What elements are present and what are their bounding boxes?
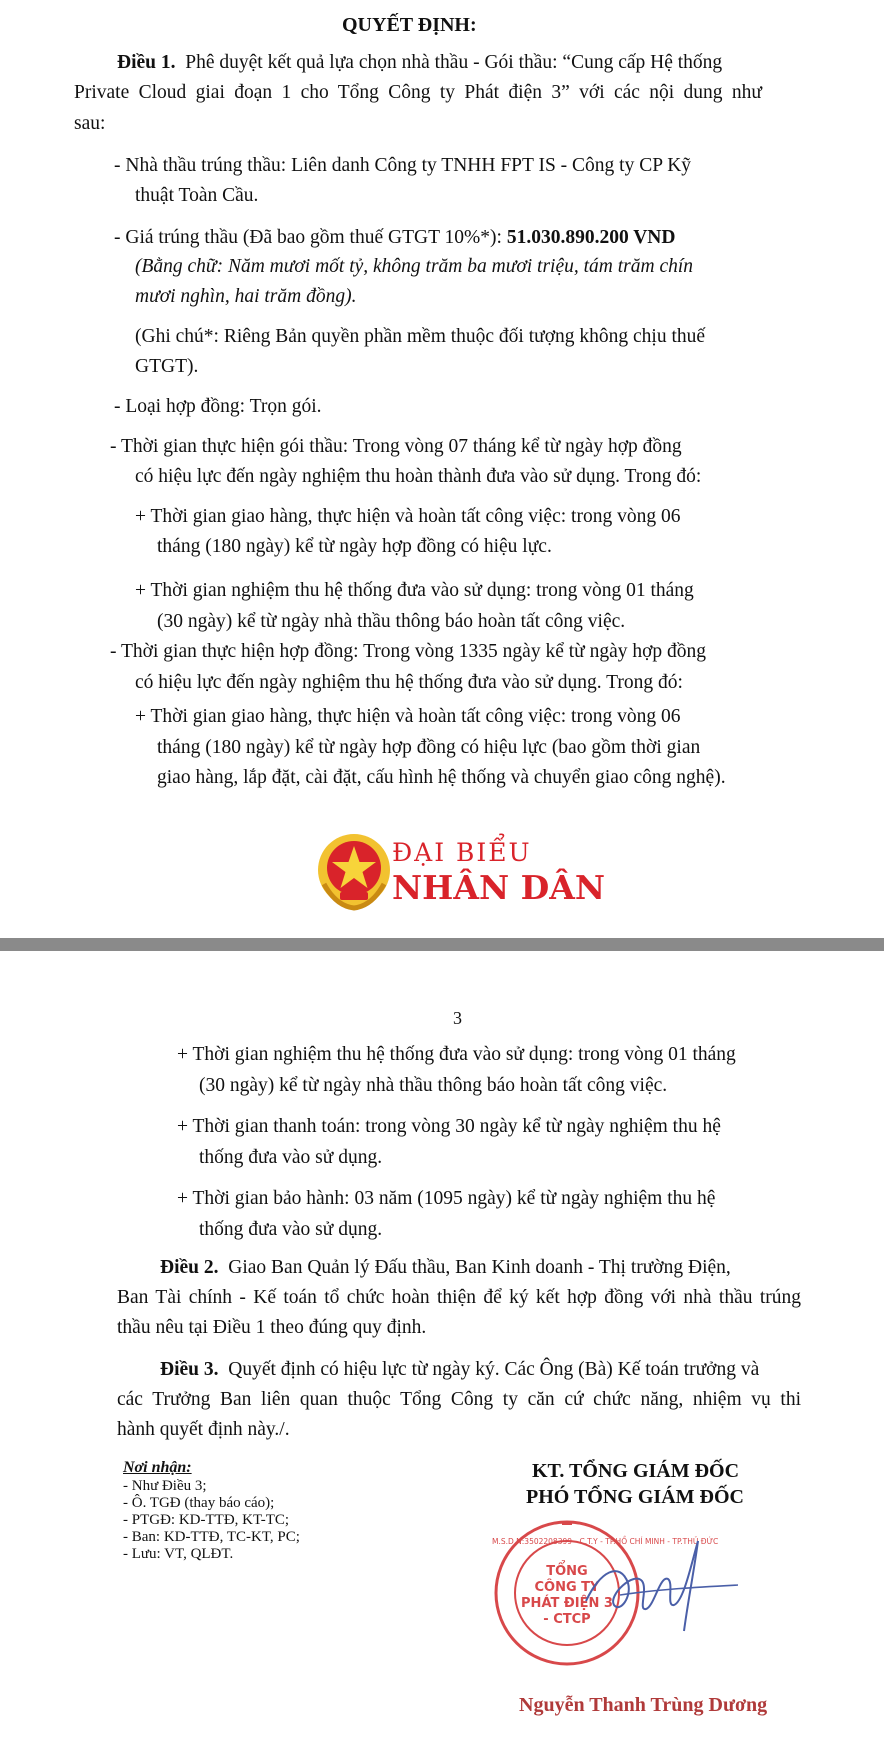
watermark-line-1: ĐẠI BIỂU bbox=[392, 838, 532, 867]
package-time-line-2: có hiệu lực đến ngày nghiệm thu hoàn thành đưa vào sử dụng. Trong đó: bbox=[135, 466, 702, 487]
article-3-line-3: hành quyết định này./. bbox=[117, 1419, 290, 1440]
payment-line-1: + Thời gian thanh toán: trong vòng 30 ngày kể từ ngày nghiệm thu hệ bbox=[177, 1116, 721, 1137]
seal-center-text: TỔNG CÔNG TY PHÁT ĐIỆN 3 - CTCP bbox=[521, 1564, 613, 1627]
signature-title-2: PHÓ TỔNG GIÁM ĐỐC bbox=[526, 1486, 744, 1508]
article-2-line-1: Điều 2. Giao Ban Quản lý Đấu thầu, Ban Kinh doanh - Thị trường Điện, bbox=[160, 1257, 731, 1278]
recipient-item: - Ban: KD-TTĐ, TC-KT, PC; bbox=[123, 1529, 300, 1545]
acceptance-line-1: + Thời gian nghiệm thu hệ thống đưa vào sử dụng: trong vòng 01 tháng bbox=[177, 1044, 736, 1065]
newspaper-watermark bbox=[316, 830, 605, 914]
price-line: - Giá trúng thầu (Đã bao gồm thuế GTGT 10%*): 51.030.890.200 VND bbox=[114, 227, 676, 248]
warranty-line-1: + Thời gian bảo hành: 03 năm (1095 ngày) kể từ ngày nghiệm thu hệ bbox=[177, 1188, 716, 1209]
contractor-line-2: thuật Toàn Cầu. bbox=[135, 185, 259, 206]
recipients-list bbox=[123, 1478, 300, 1563]
document-page-lower bbox=[0, 951, 884, 1744]
contract-delivery-line-1: + Thời gian giao hàng, thực hiện và hoàn tất công việc: trong vòng 06 bbox=[135, 706, 681, 727]
watermark-line-2: NHÂN DÂN bbox=[392, 868, 605, 907]
article-2-label: Điều 2. bbox=[160, 1257, 219, 1278]
price-amount: 51.030.890.200 VND bbox=[506, 227, 676, 248]
article-2-line-2: Ban Tài chính - Kế toán tổ chức hoàn thiện để ký kết hợp đồng với nhà thầu trúng bbox=[117, 1287, 801, 1308]
contract-type: - Loại hợp đồng: Trọn gói. bbox=[114, 396, 322, 417]
price-words-line-2: mươi nghìn, hai trăm đồng). bbox=[135, 286, 357, 307]
package-time-line-1: - Thời gian thực hiện gói thầu: Trong vòng 07 tháng kể từ ngày hợp đồng bbox=[110, 436, 682, 457]
warranty-line-2: thống đưa vào sử dụng. bbox=[199, 1219, 383, 1240]
article-1-label: Điều 1. bbox=[117, 52, 176, 73]
page-separator bbox=[0, 938, 884, 951]
recipient-item: - Lưu: VT, QLĐT. bbox=[123, 1546, 234, 1562]
tax-note-line-2: GTGT). bbox=[135, 356, 199, 377]
package-acceptance-line-1: + Thời gian nghiệm thu hệ thống đưa vào sử dụng: trong vòng 01 tháng bbox=[135, 580, 694, 601]
contract-time-line-1: - Thời gian thực hiện hợp đồng: Trong vòng 1335 ngày kể từ ngày hợp đồng bbox=[110, 641, 707, 662]
signer-name: Nguyễn Thanh Trùng Dương bbox=[519, 1694, 768, 1716]
contract-delivery-line-3: giao hàng, lắp đặt, cài đặt, cấu hình hệ thống và chuyển giao công nghệ). bbox=[157, 767, 726, 788]
handwritten-signature-icon bbox=[580, 1531, 740, 1651]
recipients-title: Nơi nhận: bbox=[123, 1459, 192, 1476]
contractor-line-1: - Nhà thầu trúng thầu: Liên danh Công ty TNHH FPT IS - Công ty CP Kỹ bbox=[114, 155, 692, 176]
national-emblem-icon bbox=[316, 832, 392, 912]
contract-delivery-line-2: tháng (180 ngày) kể từ ngày hợp đồng có hiệu lực (bao gồm thời gian bbox=[157, 737, 701, 758]
page-number: 3 bbox=[453, 1008, 462, 1028]
acceptance-line-2: (30 ngày) kể từ ngày nhà thầu thông báo hoàn tất công việc. bbox=[199, 1075, 668, 1096]
recipient-item: - PTGĐ: KD-TTĐ, KT-TC; bbox=[123, 1512, 290, 1528]
article-1-line-2: Private Cloud giai đoạn 1 cho Tổng Công ty Phát điện 3” với các nội dung như bbox=[74, 82, 762, 103]
seal-ring-text: M.S.D.N:3502208399 - C.T.Y - TP.HỒ CHÍ MINH - TP.THỦ ĐỨC bbox=[492, 1537, 719, 1546]
decision-heading: QUYẾT ĐỊNH: bbox=[342, 14, 477, 36]
article-3-label: Điều 3. bbox=[160, 1359, 219, 1380]
payment-line-2: thống đưa vào sử dụng. bbox=[199, 1147, 383, 1168]
article-3-line-1: Điều 3. Quyết định có hiệu lực từ ngày ký. Các Ông (Bà) Kế toán trưởng và bbox=[160, 1359, 760, 1380]
package-acceptance-line-2: (30 ngày) kể từ ngày nhà thầu thông báo hoàn tất công việc. bbox=[157, 611, 626, 632]
signature-title-1: KT. TỔNG GIÁM ĐỐC bbox=[532, 1460, 740, 1482]
recipient-item: - Ô. TGĐ (thay báo cáo); bbox=[123, 1495, 275, 1511]
article-1-line-3: sau: bbox=[74, 113, 106, 134]
article-3-line-2: các Trưởng Ban liên quan thuộc Tổng Công ty căn cứ chức năng, nhiệm vụ thi bbox=[117, 1389, 801, 1410]
article-2-line-3: thầu nêu tại Điều 1 theo đúng quy định. bbox=[117, 1317, 427, 1338]
contract-time-line-2: có hiệu lực đến ngày nghiệm thu hệ thống đưa vào sử dụng. Trong đó: bbox=[135, 672, 683, 693]
price-words-line-1: (Bằng chữ: Năm mươi mốt tỷ, không trăm ba mươi triệu, tám trăm chín bbox=[135, 256, 694, 277]
package-delivery-line-1: + Thời gian giao hàng, thực hiện và hoàn tất công việc: trong vòng 06 bbox=[135, 506, 681, 527]
recipient-item: - Như Điều 3; bbox=[123, 1478, 207, 1494]
package-delivery-line-2: tháng (180 ngày) kể từ ngày hợp đồng có hiệu lực. bbox=[157, 536, 552, 557]
tax-note-line-1: (Ghi chú*: Riêng Bản quyền phần mềm thuộc đối tượng không chịu thuế bbox=[135, 326, 706, 347]
article-1-line-1: Điều 1. Phê duyệt kết quả lựa chọn nhà thầu - Gói thầu: “Cung cấp Hệ thống bbox=[117, 52, 723, 73]
